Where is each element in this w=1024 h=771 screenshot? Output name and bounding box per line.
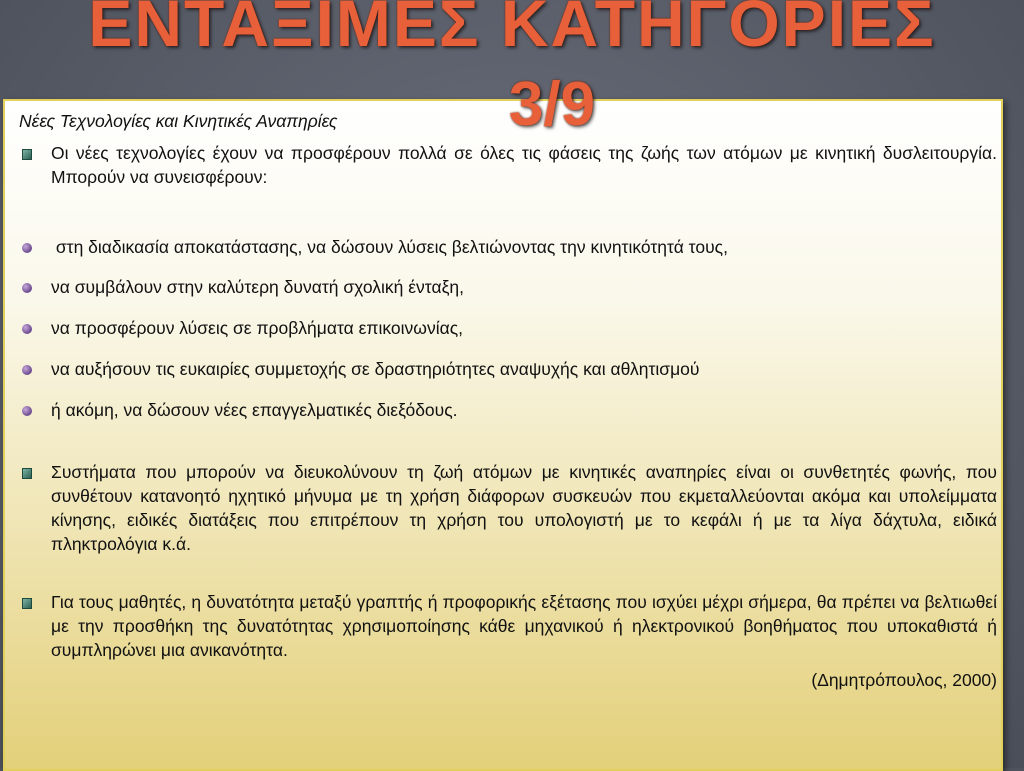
- list-item: [19, 398, 997, 422]
- round-bullet-icon: [22, 243, 32, 253]
- list-item: [19, 357, 997, 381]
- list-item: [19, 590, 997, 662]
- round-bullet-icon: [22, 406, 32, 416]
- list-item: [19, 275, 997, 299]
- list-item-text: ή ακόμη, να δώσουν νέες επαγγελματικές διεξόδους.: [51, 400, 458, 420]
- list-item-text: Για τους μαθητές, η δυνατότητα μεταξύ γραπτής ή προφορικής εξέτασης που ισχύει μέχρι σήμερα, θα πρέπει να βελτιωθεί με την προσθήκη της δυνατότητας χρησιμοποίησης κάθε μηχανικού ή ηλεκτρονικού βοηθήματος που υποκαθιστά ή συμπληρώνει μια ανικανότητα.: [51, 592, 997, 660]
- round-bullet-icon: [22, 365, 32, 375]
- list-item: [19, 316, 997, 340]
- section-subtitle: Νέες Τεχνολογίες και Κινητικές Αναπηρίες: [19, 111, 338, 131]
- list-item: [19, 141, 997, 189]
- list-item-text: στη διαδικασία αποκατάστασης, να δώσουν λύσεις βελτιώνοντας την κινητικότητά τους,: [51, 237, 728, 257]
- list-item: [19, 460, 997, 556]
- round-bullet-icon: [22, 324, 32, 334]
- slide-title-page-indicator: 3/9: [508, 70, 596, 139]
- slide-body: [19, 109, 997, 692]
- list-item-text: να συμβάλουν στην καλύτερη δυνατή σχολική ένταξη,: [51, 277, 464, 297]
- list-item: [19, 235, 997, 259]
- square-bullet-icon: [22, 468, 32, 479]
- round-bullet-icon: [22, 283, 32, 293]
- list-item-text: Συστήματα που μπορούν να διευκολύνουν τη ζωή ατόμων με κινητικές αναπηρίες είναι οι συνθετητές φωνής, που συνθέτουν κατανοητό ηχητικό μήνυμα με τη χρήση διάφορων συσκευών που εκμεταλλεύονται ακόμα και υπολείμματα κίνησης, ειδικές διατάξεις που επιτρέπουν τη χρήση του υπολογιστή με το κεφάλι ή με τα λίγα δάχτυλα, ειδικά πληκτρολόγια κ.ά.: [51, 462, 997, 554]
- list-item-text: να αυξήσουν τις ευκαιρίες συμμετοχής σε δραστηριότητες αναψυχής και αθλητισμού: [51, 359, 700, 379]
- citation: (Δημητρόπουλος, 2000): [811, 670, 997, 690]
- square-bullet-icon: [22, 598, 32, 609]
- list-item-text: Οι νέες τεχνολογίες έχουν να προσφέρουν πολλά σε όλες τις φάσεις της ζωής των ατόμων με κινητική δυσλειτουργία. Μπορούν να συνεισφέρουν:: [51, 143, 997, 187]
- square-bullet-icon: [22, 149, 32, 160]
- content-panel: [3, 99, 1003, 771]
- slide-title: ΕΝΤΑΞΙΜΕΣ ΚΑΤΗΓΟΡΙΕΣ: [88, 0, 936, 60]
- list-item-text: να προσφέρουν λύσεις σε προβλήματα επικοινωνίας,: [51, 318, 464, 338]
